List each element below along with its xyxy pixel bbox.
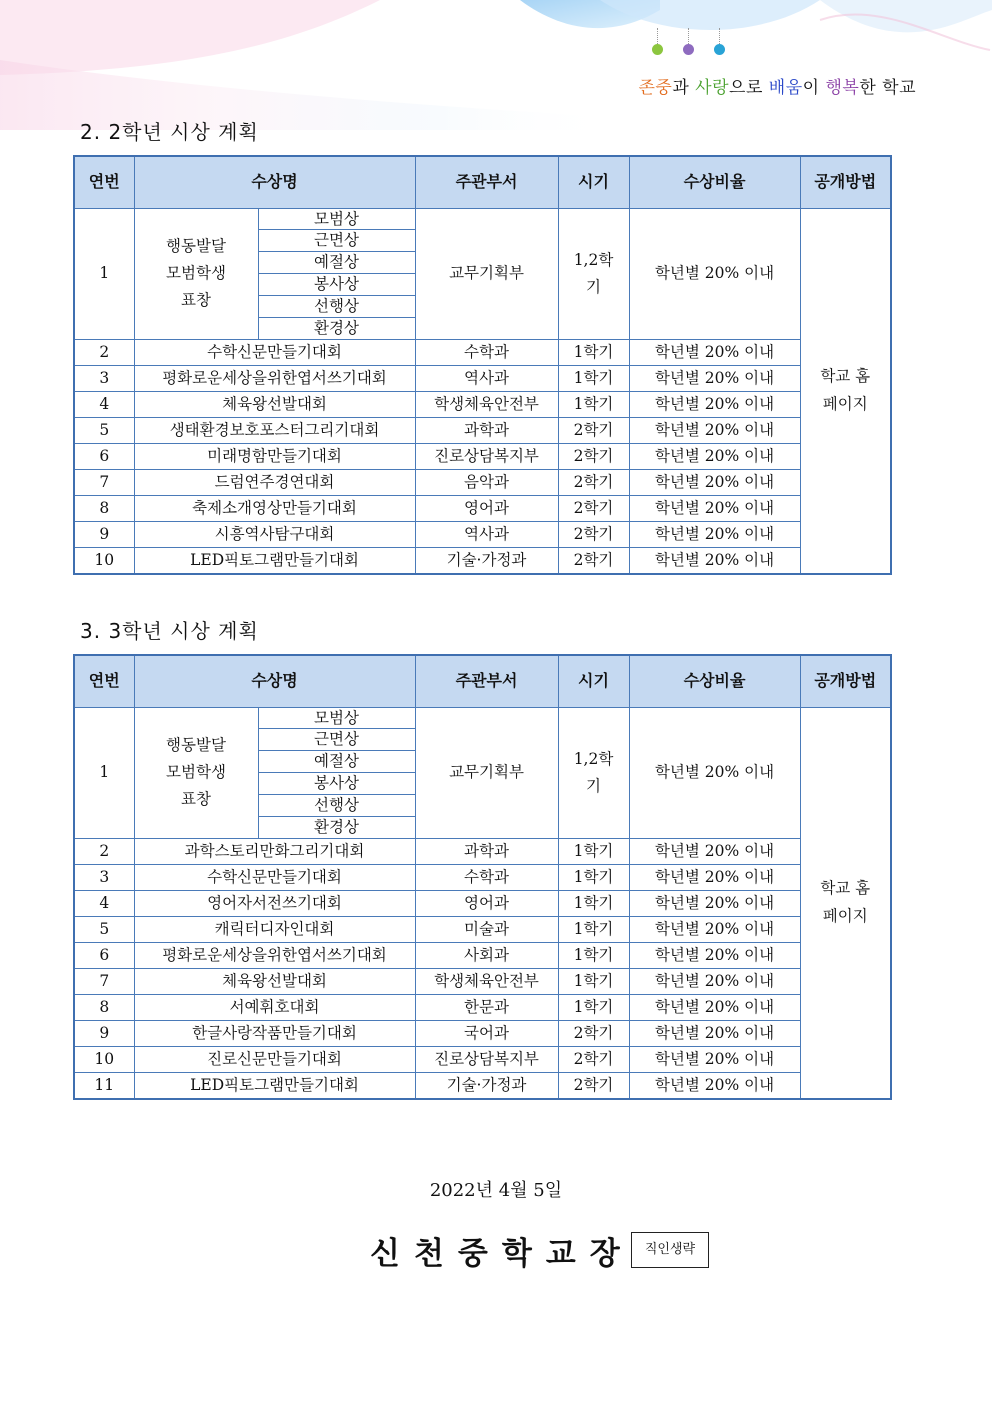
table-row xyxy=(74,943,891,969)
department: 교무기획부 xyxy=(415,208,558,340)
award-period: 2학기 xyxy=(558,1021,629,1047)
motto-part: 이 xyxy=(802,78,826,98)
award-period: 1학기 xyxy=(558,891,629,917)
award-name: 한글사랑작품만들기대회 xyxy=(134,1021,415,1047)
header-method: 공개방법 xyxy=(800,156,891,208)
sub-award-name: 모범상 xyxy=(258,707,415,729)
department: 영어과 xyxy=(415,891,558,917)
table-row xyxy=(74,522,891,548)
department: 수학과 xyxy=(415,865,558,891)
motto-part: 사랑 xyxy=(695,78,730,98)
row-number: 3 xyxy=(74,865,134,891)
header-no: 연번 xyxy=(74,156,134,208)
table-row xyxy=(74,392,891,418)
award-period: 2학기 xyxy=(558,548,629,574)
department: 사회과 xyxy=(415,943,558,969)
award-period: 1학기 xyxy=(558,392,629,418)
department: 역사과 xyxy=(415,366,558,392)
sub-award-name: 예절상 xyxy=(258,252,415,274)
table-row xyxy=(74,1047,891,1073)
row-number: 5 xyxy=(74,917,134,943)
award-name: 체육왕선발대회 xyxy=(134,392,415,418)
award-group-name: 행동발달 모범학생 표창 xyxy=(134,707,258,839)
department: 미술과 xyxy=(415,917,558,943)
blue-dot-icon xyxy=(714,44,725,55)
table-row xyxy=(74,340,891,366)
table-row xyxy=(74,917,891,943)
award-ratio: 학년별 20% 이내 xyxy=(629,969,800,995)
row-number: 3 xyxy=(74,366,134,392)
sub-award-name: 선행상 xyxy=(258,795,415,817)
award-period: 1학기 xyxy=(558,943,629,969)
award-ratio: 학년별 20% 이내 xyxy=(629,366,800,392)
award-ratio: 학년별 20% 이내 xyxy=(629,917,800,943)
row-number: 8 xyxy=(74,496,134,522)
award-name: 평화로운세상을위한엽서쓰기대회 xyxy=(134,366,415,392)
award-ratio: 학년별 20% 이내 xyxy=(629,340,800,366)
award-period: 1학기 xyxy=(558,917,629,943)
sub-award-name: 환경상 xyxy=(258,817,415,839)
award-ratio: 학년별 20% 이내 xyxy=(629,995,800,1021)
sub-award-name: 선행상 xyxy=(258,296,415,318)
department: 교무기획부 xyxy=(415,707,558,839)
award-ratio: 학년별 20% 이내 xyxy=(629,707,800,839)
row-number: 4 xyxy=(74,891,134,917)
row-number: 9 xyxy=(74,1021,134,1047)
row-number: 11 xyxy=(74,1073,134,1099)
award-ratio: 학년별 20% 이내 xyxy=(629,1047,800,1073)
department: 학생체육안전부 xyxy=(415,392,558,418)
department: 학생체육안전부 xyxy=(415,969,558,995)
award-period: 2학기 xyxy=(558,444,629,470)
disclosure-method: 학교 홈페이지 xyxy=(800,707,891,1099)
school-motto xyxy=(638,73,916,98)
sub-award-name: 예절상 xyxy=(258,751,415,773)
award-ratio: 학년별 20% 이내 xyxy=(629,1073,800,1099)
header-dept: 주관부서 xyxy=(415,156,558,208)
department: 진로상담복지부 xyxy=(415,1047,558,1073)
table-row xyxy=(74,1021,891,1047)
award-name: 서예휘호대회 xyxy=(134,995,415,1021)
sub-award-name: 모범상 xyxy=(258,208,415,230)
award-name: 축제소개영상만들기대회 xyxy=(134,496,415,522)
table-row xyxy=(74,969,891,995)
department: 과학과 xyxy=(415,418,558,444)
row-number: 6 xyxy=(74,943,134,969)
section-2-title: 2. 2학년 시상 계획 xyxy=(80,120,259,144)
department: 역사과 xyxy=(415,522,558,548)
header-time: 시기 xyxy=(558,156,629,208)
award-ratio: 학년별 20% 이내 xyxy=(629,392,800,418)
award-ratio: 학년별 20% 이내 xyxy=(629,444,800,470)
award-ratio: 학년별 20% 이내 xyxy=(629,208,800,340)
sub-award-name: 근면상 xyxy=(258,230,415,252)
table-row xyxy=(74,865,891,891)
award-ratio: 학년별 20% 이내 xyxy=(629,548,800,574)
grade-3-award-table xyxy=(73,654,892,1100)
purple-dot-icon xyxy=(683,44,694,55)
row-number: 9 xyxy=(74,522,134,548)
award-name: 영어자서전쓰기대회 xyxy=(134,891,415,917)
row-number: 7 xyxy=(74,470,134,496)
award-ratio: 학년별 20% 이내 xyxy=(629,865,800,891)
award-ratio: 학년별 20% 이내 xyxy=(629,1021,800,1047)
award-period: 1학기 xyxy=(558,995,629,1021)
sub-award-name: 봉사상 xyxy=(258,773,415,795)
award-period: 1,2학기 xyxy=(558,707,629,839)
department: 기술·가정과 xyxy=(415,1073,558,1099)
principal-title: 신천중학교장 xyxy=(370,1236,634,1272)
green-dot-icon xyxy=(652,44,663,55)
row-number: 10 xyxy=(74,548,134,574)
award-name: 시흥역사탐구대회 xyxy=(134,522,415,548)
award-name: 체육왕선발대회 xyxy=(134,969,415,995)
header-no: 연번 xyxy=(74,655,134,707)
award-period: 1학기 xyxy=(558,366,629,392)
department: 영어과 xyxy=(415,496,558,522)
award-period: 2학기 xyxy=(558,1073,629,1099)
award-ratio: 학년별 20% 이내 xyxy=(629,418,800,444)
award-period: 2학기 xyxy=(558,496,629,522)
row-number: 2 xyxy=(74,839,134,865)
award-name: LED픽토그램만들기대회 xyxy=(134,548,415,574)
motto-part: 행복 xyxy=(825,78,860,98)
department: 과학과 xyxy=(415,839,558,865)
award-name: 미래명함만들기대회 xyxy=(134,444,415,470)
award-ratio: 학년별 20% 이내 xyxy=(629,943,800,969)
table-row xyxy=(74,1073,891,1099)
header-award-name: 수상명 xyxy=(134,655,415,707)
row-number: 4 xyxy=(74,392,134,418)
award-name: 수학신문만들기대회 xyxy=(134,865,415,891)
table-row xyxy=(74,891,891,917)
award-period: 2학기 xyxy=(558,522,629,548)
department: 수학과 xyxy=(415,340,558,366)
award-name: 수학신문만들기대회 xyxy=(134,340,415,366)
table-row xyxy=(74,418,891,444)
sub-award-name: 봉사상 xyxy=(258,274,415,296)
award-name: 평화로운세상을위한엽서쓰기대회 xyxy=(134,943,415,969)
award-period: 2학기 xyxy=(558,470,629,496)
award-period: 2학기 xyxy=(558,418,629,444)
department: 진로상담복지부 xyxy=(415,444,558,470)
award-period: 1학기 xyxy=(558,865,629,891)
table-row xyxy=(74,496,891,522)
row-number: 10 xyxy=(74,1047,134,1073)
header-decoration xyxy=(0,0,992,130)
department: 음악과 xyxy=(415,470,558,496)
award-ratio: 학년별 20% 이내 xyxy=(629,522,800,548)
header-ratio: 수상비율 xyxy=(629,156,800,208)
award-name: 과학스토리만화그리기대회 xyxy=(134,839,415,865)
award-name: 진로신문만들기대회 xyxy=(134,1047,415,1073)
department: 국어과 xyxy=(415,1021,558,1047)
award-name: 드럼연주경연대회 xyxy=(134,470,415,496)
award-period: 1학기 xyxy=(558,340,629,366)
award-name: 캐릭터디자인대회 xyxy=(134,917,415,943)
header-dept: 주관부서 xyxy=(415,655,558,707)
motto-part: 한 학교 xyxy=(859,78,916,98)
department: 한문과 xyxy=(415,995,558,1021)
motto-part: 과 xyxy=(672,78,696,98)
row-number: 1 xyxy=(74,208,134,340)
award-ratio: 학년별 20% 이내 xyxy=(629,891,800,917)
award-name: 생태환경보호포스터그리기대회 xyxy=(134,418,415,444)
award-period: 2학기 xyxy=(558,1047,629,1073)
sub-award-name: 근면상 xyxy=(258,729,415,751)
row-number: 2 xyxy=(74,340,134,366)
document-date: 2022년 4월 5일 xyxy=(429,1180,563,1201)
header-method: 공개방법 xyxy=(800,655,891,707)
row-number: 7 xyxy=(74,969,134,995)
motto-part: 존중 xyxy=(638,78,673,98)
motto-part: 으로 xyxy=(729,78,769,98)
table-row xyxy=(74,470,891,496)
row-number: 5 xyxy=(74,418,134,444)
table-row xyxy=(74,839,891,865)
disclosure-method: 학교 홈페이지 xyxy=(800,208,891,574)
table-row xyxy=(74,995,891,1021)
award-ratio: 학년별 20% 이내 xyxy=(629,839,800,865)
award-ratio: 학년별 20% 이내 xyxy=(629,470,800,496)
row-number: 8 xyxy=(74,995,134,1021)
seal-omitted-box: 직인생략 xyxy=(631,1232,709,1268)
table-row xyxy=(74,366,891,392)
award-period: 1학기 xyxy=(558,969,629,995)
header-award-name: 수상명 xyxy=(134,156,415,208)
grade-2-award-table xyxy=(73,155,892,575)
award-period: 1학기 xyxy=(558,839,629,865)
row-number: 1 xyxy=(74,707,134,839)
department: 기술·가정과 xyxy=(415,548,558,574)
award-group-name: 행동발달 모범학생 표창 xyxy=(134,208,258,340)
motto-part: 배움 xyxy=(768,78,803,98)
table-row xyxy=(74,444,891,470)
award-ratio: 학년별 20% 이내 xyxy=(629,496,800,522)
header-ratio: 수상비율 xyxy=(629,655,800,707)
award-name: LED픽토그램만들기대회 xyxy=(134,1073,415,1099)
sub-award-name: 환경상 xyxy=(258,318,415,340)
table-row xyxy=(74,548,891,574)
section-3-title: 3. 3학년 시상 계획 xyxy=(80,619,259,643)
header-time: 시기 xyxy=(558,655,629,707)
award-period: 1,2학기 xyxy=(558,208,629,340)
row-number: 6 xyxy=(74,444,134,470)
